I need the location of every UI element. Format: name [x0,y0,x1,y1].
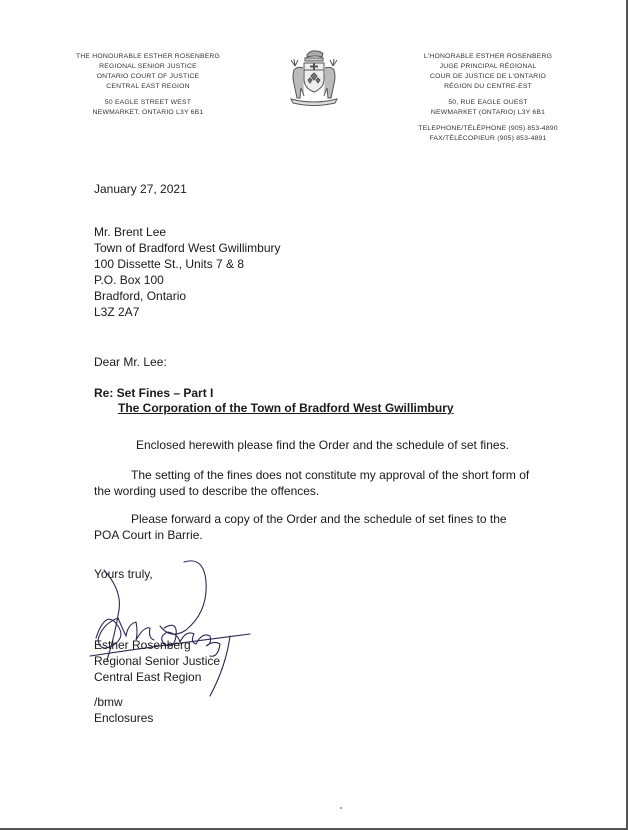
subject-block [94,386,454,416]
signatory-title: Regional Senior Justice [94,654,221,668]
reference-block [94,694,153,726]
paragraph: Enclosed herewith please find the Order and the schedule of set fines. [136,438,509,452]
signatory-region: Central East Region [94,670,202,684]
closing: Yours truly, [94,567,153,581]
letterhead-address-line: NEWMARKET, ONTARIO L3Y 6B1 [92,109,204,116]
letterhead-address-line: 50, RUE EAGLE OUEST [448,99,528,106]
letterhead-address-line: NEWMARKET (ONTARIO) L3Y 6B1 [430,109,546,116]
letterhead-line: COUR DE JUSTICE DE L'ONTARIO [430,73,546,80]
ontario-coat-of-arms-icon [283,46,345,108]
recipient-line: Town of Bradford West Gwillimbury [94,241,281,255]
enclosures-note: Enclosures [94,711,154,725]
typist-initials: /bmw [94,695,123,709]
paragraph: Please forward a copy of the Order and the schedule of set fines to the POA Court in Barrie. [94,512,507,542]
letterhead-line: THE HONOURABLE ESTHER ROSENBERG [75,53,221,60]
salutation: Dear Mr. Lee: [94,355,167,369]
letterhead-line: RÉGION DU CENTRE-EST [444,83,532,90]
recipient-line: 100 Dissette St., Units 7 & 8 [94,257,245,271]
re-subject: The Corporation of the Town of Bradford West Gwillimbury [118,401,454,415]
recipient-address [94,224,281,320]
letterhead-contact-line: TELEPHONE/TÉLÉPHONE (905) 853-4890 [418,125,558,132]
letterhead-address-line: 50 EAGLE STREET WEST [104,99,192,106]
signatory-block [94,637,220,685]
letterhead-line: ONTARIO COURT OF JUSTICE [96,73,200,80]
letterhead-contact-line: FAX/TÉLÉCOPIEUR (905) 853-4891 [429,135,547,142]
letterhead-line: L'HONORABLE ESTHER ROSENBERG [423,53,553,60]
recipient-line: Bradford, Ontario [94,289,187,303]
re-line: Re: Set Fines – Part I [94,386,214,400]
letterhead-french [400,52,576,144]
recipient-line: P.O. Box 100 [94,273,164,287]
letterhead-line: CENTRAL EAST REGION [106,83,190,90]
recipient-line: L3Z 2A7 [94,305,140,319]
scan-speck [340,807,342,809]
letter-date: January 27, 2021 [94,182,187,196]
paragraph: The setting of the fines does not constitute my approval of the short form of the wording used to describe the offences. [94,468,530,498]
letterhead-line: REGIONAL SENIOR JUSTICE [99,63,197,70]
signatory-name: Esther Rosenberg [94,638,191,652]
letterhead-line: JUGE PRINCIPAL RÉGIONAL [439,63,537,70]
recipient-line: Mr. Brent Lee [94,225,167,239]
letterhead-english [68,52,228,118]
